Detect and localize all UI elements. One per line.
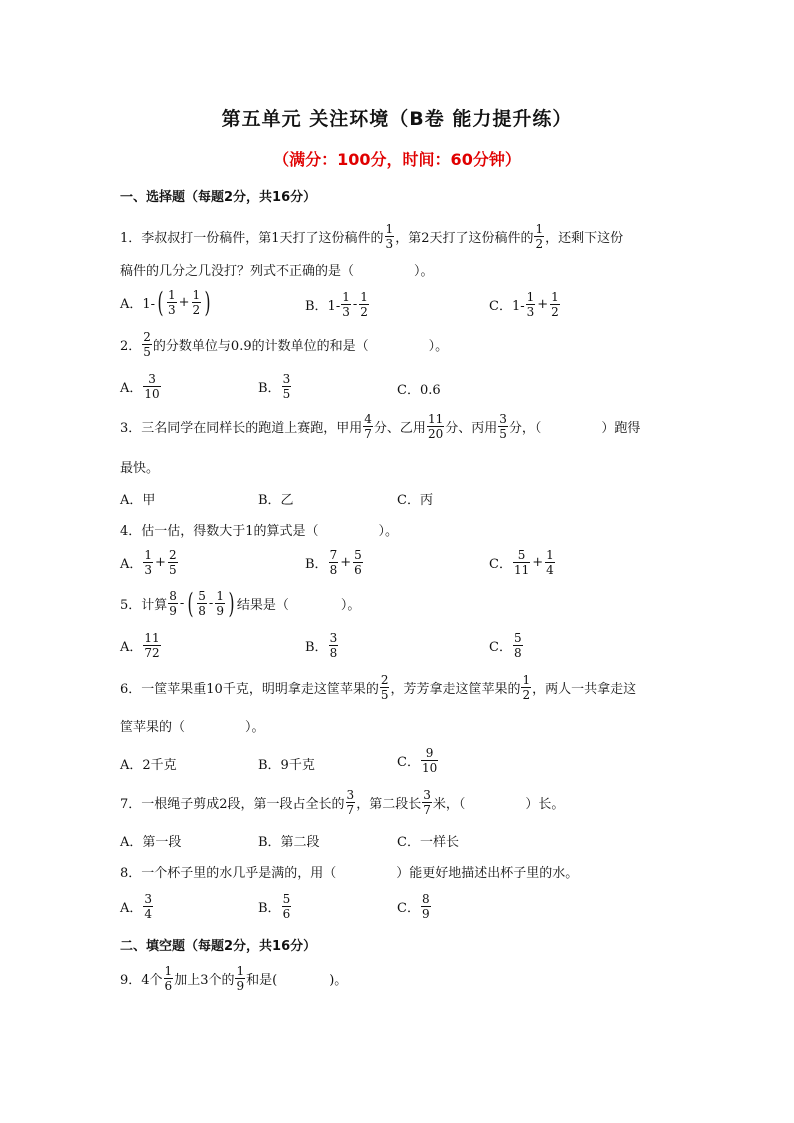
q3-option-b[interactable]: B．乙 <box>258 493 294 508</box>
numerator: 1 <box>535 222 544 236</box>
q5-text-b: 结果是（ <box>236 598 289 613</box>
numerator: 5 <box>198 589 206 603</box>
question-2-line <box>120 330 448 359</box>
fraction <box>421 746 438 775</box>
q1-option-b[interactable] <box>305 290 370 319</box>
q4-option-b[interactable] <box>305 548 364 577</box>
q7-text-b: ，第二段长 <box>356 797 422 812</box>
question-9-line <box>120 964 347 993</box>
section-heading-fill: 二、填空题（每题2分，共16分） <box>120 939 317 954</box>
q3-text-c: 分、丙用 <box>445 421 498 436</box>
denominator: 20 <box>427 427 444 441</box>
numerator: 4 <box>364 412 372 426</box>
q7-text-a: 7．一根绳子剪成2段，第一段占全长的 <box>120 797 345 812</box>
question-1-line2 <box>120 260 434 279</box>
fraction <box>215 589 225 618</box>
denominator: 4 <box>144 907 153 921</box>
numerator: 8 <box>421 892 430 906</box>
q2-text-end: ）。 <box>428 339 449 354</box>
numerator: 1 <box>385 222 394 236</box>
q2-option-b[interactable] <box>258 372 292 401</box>
fraction <box>197 589 207 618</box>
numerator: 3 <box>329 631 338 645</box>
left-paren: ( <box>187 586 194 620</box>
numerator: 2 <box>168 548 177 562</box>
q5-option-c[interactable] <box>489 631 524 660</box>
q3-option-c[interactable]: C．丙 <box>397 493 433 508</box>
numerator: 1 <box>526 290 535 304</box>
q4-option-c[interactable] <box>489 548 556 577</box>
q5-option-a[interactable] <box>120 631 162 660</box>
numerator: 2 <box>143 330 151 344</box>
option-label: A． <box>120 640 143 655</box>
q1-text-end: ）。 <box>414 264 434 279</box>
denominator: 3 <box>385 237 394 251</box>
numerator: 11 <box>427 412 444 426</box>
right-paren: ) <box>228 586 235 620</box>
fraction <box>168 548 178 577</box>
question-5-line <box>120 586 361 620</box>
denominator: 8 <box>513 646 522 660</box>
numerator: 1 <box>522 673 531 687</box>
fraction <box>143 372 160 401</box>
q4-option-a[interactable] <box>120 548 179 577</box>
q8-option-b[interactable] <box>258 892 292 921</box>
denominator: 5 <box>168 563 177 577</box>
q1-text-b: ，第2天打了这份稿件的 <box>395 231 534 246</box>
left-paren: ( <box>157 285 164 319</box>
question-1-line1 <box>120 222 623 251</box>
fraction <box>346 788 356 817</box>
q7-option-b[interactable]: B．第二段 <box>258 835 320 850</box>
q4-text: 4．估一估，得数大于1的算式是（ <box>120 524 319 539</box>
option-label: C． <box>489 557 512 572</box>
fraction <box>192 288 202 317</box>
option-label: A． <box>120 557 143 572</box>
option-label: B． <box>258 381 281 396</box>
fraction <box>143 892 153 921</box>
q2-option-a[interactable] <box>120 372 162 401</box>
denominator: 5 <box>380 688 389 702</box>
option-label: C． <box>489 640 512 655</box>
fraction <box>353 548 363 577</box>
minus-sign: - <box>352 297 358 312</box>
denominator: 9 <box>236 979 245 993</box>
question-4-line <box>120 520 398 539</box>
q1-text-c: ，还剩下这份 <box>545 231 624 246</box>
denominator: 2 <box>192 303 201 317</box>
denominator: 3 <box>168 303 176 317</box>
question-6-line1 <box>120 673 636 702</box>
denominator: 9 <box>421 907 430 921</box>
fraction <box>422 788 432 817</box>
numerator: 9 <box>425 746 434 760</box>
fraction <box>363 412 373 441</box>
fraction <box>513 548 530 577</box>
fraction <box>534 222 544 251</box>
numerator: 5 <box>282 892 291 906</box>
fraction <box>380 673 390 702</box>
numerator: 1 <box>216 589 224 603</box>
option-label: B． <box>258 901 281 916</box>
denominator: 4 <box>546 563 554 577</box>
q7-option-c[interactable]: C．一样长 <box>397 835 459 850</box>
q3-option-a[interactable]: A．甲 <box>120 493 156 508</box>
denominator: 7 <box>423 803 431 817</box>
denominator: 3 <box>342 305 350 319</box>
q6-text-b: ，芳芳拿走这筐苹果的 <box>390 682 521 697</box>
denominator: 8 <box>329 646 338 660</box>
option-label: B．1- <box>305 299 341 314</box>
q8-option-a[interactable] <box>120 892 154 921</box>
numerator: 3 <box>346 788 355 802</box>
fraction <box>168 589 178 618</box>
denominator: 9 <box>216 604 224 618</box>
denominator: 5 <box>499 427 507 441</box>
q1-option-c[interactable] <box>489 290 561 319</box>
fraction <box>235 964 245 993</box>
option-label: B． <box>305 640 328 655</box>
plus-sign: + <box>537 297 549 312</box>
numerator: 2 <box>380 673 389 687</box>
q3-text-b: 分、乙用 <box>373 421 426 436</box>
fraction <box>521 673 531 702</box>
q6-text-c: ，两人一共拿走这 <box>532 682 637 697</box>
section-heading-choice: 一、选择题（每题2分，共16分） <box>120 190 317 205</box>
q5-option-b[interactable] <box>305 631 339 660</box>
q9-text-d: )。 <box>329 973 348 988</box>
q3-text-e: ）跑得 <box>601 421 641 436</box>
fraction <box>385 222 395 251</box>
q9-text-b: 加上3个的 <box>174 973 235 988</box>
numerator: 1 <box>546 548 554 562</box>
fraction <box>282 892 292 921</box>
denominator: 7 <box>346 803 355 817</box>
denominator: 2 <box>360 305 368 319</box>
fraction <box>143 548 153 577</box>
numerator: 1 <box>551 290 559 304</box>
fraction <box>545 548 555 577</box>
q2-number: 2． <box>120 339 142 354</box>
denominator: 10 <box>421 761 438 775</box>
question-8-line <box>120 862 578 881</box>
plus-sign: + <box>155 555 166 570</box>
q1-option-a[interactable] <box>120 285 213 319</box>
q2-option-c[interactable] <box>397 379 441 398</box>
option-label: C．1- <box>489 299 525 314</box>
denominator: 8 <box>329 563 338 577</box>
option-label: A． <box>120 901 143 916</box>
denominator: 6 <box>282 907 291 921</box>
numerator: 1 <box>342 290 350 304</box>
q8-option-c[interactable] <box>397 892 432 921</box>
option-label: C．0.6 <box>397 383 441 398</box>
numerator: 5 <box>513 631 522 645</box>
numerator: 5 <box>354 548 362 562</box>
numerator: 1 <box>168 288 176 302</box>
fraction <box>421 892 431 921</box>
q8-text-b: ）能更好地描述出杯子里的水。 <box>396 866 579 881</box>
fraction <box>329 631 339 660</box>
q5-text-a: 5．计算 <box>120 598 168 613</box>
q9-text-c: 和是( <box>246 973 278 988</box>
q3-text-d: 分，（ <box>508 421 542 436</box>
fraction <box>167 288 177 317</box>
fraction <box>498 412 508 441</box>
denominator: 8 <box>198 604 206 618</box>
question-6-line2 <box>120 716 265 735</box>
q6-text-end: ）。 <box>245 720 265 735</box>
denominator: 10 <box>144 387 160 401</box>
q1-text-a: 1．李叔叔打一份稿件，第1天打了这份稿件的 <box>120 231 384 246</box>
option-label: A．1- <box>120 297 156 312</box>
question-7-line <box>120 788 564 817</box>
numerator: 3 <box>423 788 431 802</box>
q6-text-a: 6．一筐苹果重10千克，明明拿走这筐苹果的 <box>120 682 379 697</box>
plus-sign: + <box>340 555 352 570</box>
denominator: 3 <box>526 305 535 319</box>
q7-option-a[interactable]: A．第一段 <box>120 835 182 850</box>
denominator: 11 <box>513 563 530 577</box>
q1-text-line2: 稿件的几分之几没打？列式不正确的是（ <box>120 264 355 279</box>
q6-option-b[interactable]: B．9千克 <box>258 758 315 773</box>
q6-text-line2: 筐苹果的（ <box>120 720 186 735</box>
option-label: C． <box>397 901 420 916</box>
numerator: 1 <box>360 290 368 304</box>
denominator: 6 <box>164 979 173 993</box>
denominator: 5 <box>143 345 151 359</box>
numerator: 3 <box>148 372 156 386</box>
fraction <box>329 548 339 577</box>
q8-text-a: 8．一个杯子里的水几乎是满的，用（ <box>120 866 337 881</box>
option-label: B． <box>305 557 328 572</box>
page-subtitle: （满分：100分，时间：60分钟） <box>273 150 521 169</box>
denominator: 2 <box>522 688 531 702</box>
numerator: 1 <box>144 548 153 562</box>
denominator: 7 <box>364 427 372 441</box>
q7-text-d: ）长。 <box>525 797 565 812</box>
fraction <box>143 631 160 660</box>
denominator: 5 <box>282 387 291 401</box>
minus-sign: - <box>179 596 185 611</box>
denominator: 2 <box>551 305 559 319</box>
plus-sign: + <box>178 295 190 310</box>
fraction <box>142 330 152 359</box>
q9-text-a: 9．4个 <box>120 973 163 988</box>
q7-text-c: 米，（ <box>432 797 466 812</box>
fraction <box>359 290 369 319</box>
q5-text-c: ）。 <box>340 598 361 613</box>
question-3-line2: 最快。 <box>120 461 160 476</box>
q4-text-end: ）。 <box>378 524 399 539</box>
q3-text-a: 3．三名同学在同样长的跑道上赛跑，甲用 <box>120 421 363 436</box>
question-3-line1 <box>120 412 640 441</box>
numerator: 3 <box>144 892 153 906</box>
denominator: 9 <box>169 604 177 618</box>
numerator: 1 <box>164 964 173 978</box>
option-label: C． <box>397 755 420 770</box>
q6-option-c[interactable] <box>397 746 439 775</box>
denominator: 3 <box>144 563 153 577</box>
fraction <box>513 631 523 660</box>
fraction <box>341 290 351 319</box>
fraction <box>282 372 292 401</box>
denominator: 2 <box>535 237 544 251</box>
denominator: 6 <box>354 563 362 577</box>
numerator: 5 <box>517 548 526 562</box>
page-title: 第五单元 关注环境（B卷 能力提升练） <box>221 108 573 130</box>
minus-sign: - <box>208 596 214 611</box>
numerator: 8 <box>169 589 177 603</box>
q6-option-a[interactable]: A．2千克 <box>120 758 177 773</box>
fraction <box>526 290 536 319</box>
fraction <box>164 964 174 993</box>
numerator: 11 <box>144 631 160 645</box>
fraction <box>550 290 560 319</box>
numerator: 1 <box>236 964 245 978</box>
option-label: A． <box>120 381 143 396</box>
q2-text: 的分数单位与0.9的计数单位的和是（ <box>152 339 369 354</box>
numerator: 7 <box>329 548 338 562</box>
numerator: 3 <box>282 372 291 386</box>
numerator: 1 <box>192 288 201 302</box>
right-paren: ) <box>204 285 211 319</box>
numerator: 3 <box>499 412 507 426</box>
plus-sign: + <box>532 555 544 570</box>
denominator: 72 <box>144 646 160 660</box>
fraction <box>427 412 444 441</box>
